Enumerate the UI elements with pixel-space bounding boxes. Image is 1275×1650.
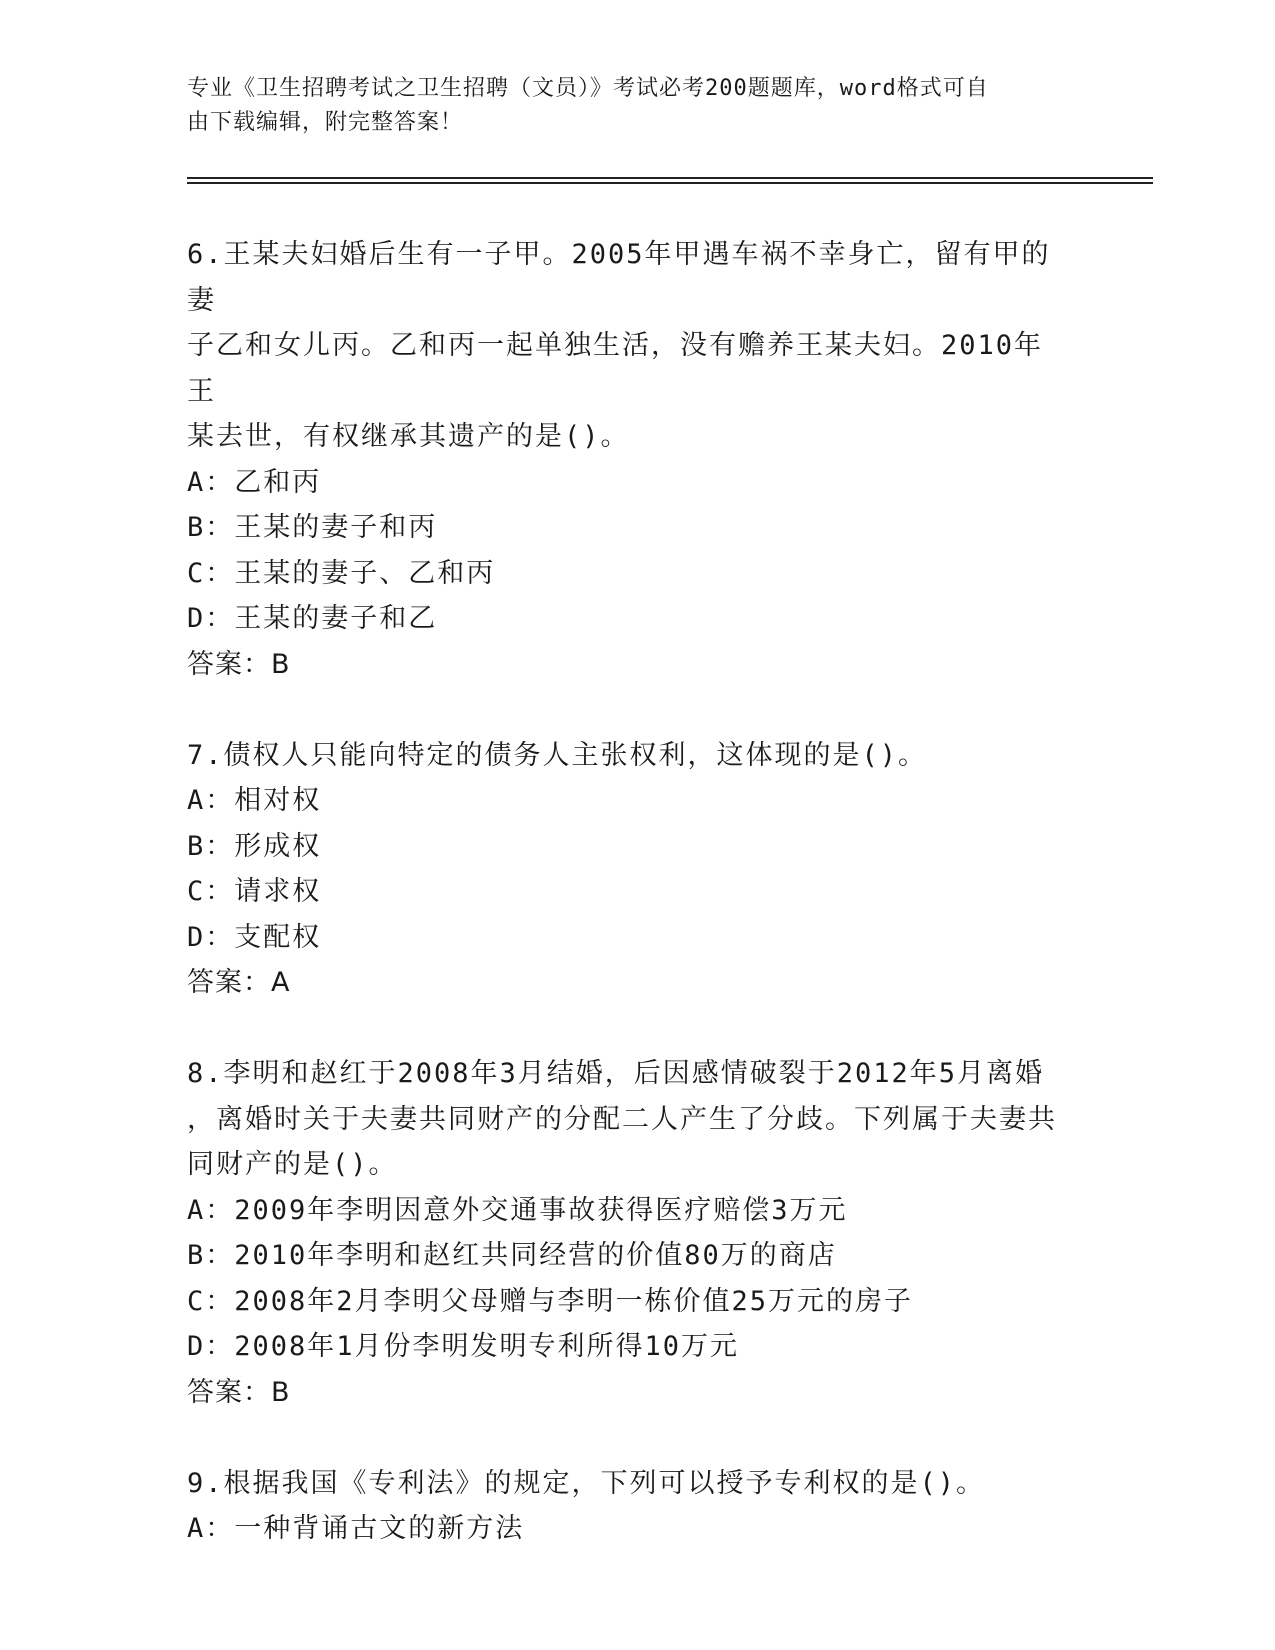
- option-a: A：2009年李明因意外交通事故获得医疗赔偿3万元: [187, 1194, 848, 1226]
- question-list: [187, 232, 1067, 1597]
- option-b: B：王某的妻子和丙: [187, 512, 438, 543]
- question-8: [187, 1051, 1067, 1415]
- header-line: 专业《卫生招聘考试之卫生招聘（文员）》考试必考200题题库，word格式可自: [187, 76, 989, 101]
- answer: 答案：A: [187, 967, 291, 998]
- option-c: C：请求权: [187, 876, 322, 907]
- question-9: [187, 1461, 1067, 1552]
- option-c: C：王某的妻子、乙和丙: [187, 557, 496, 589]
- question-stem: 9.根据我国《专利法》的规定，下列可以授予专利权的是()。: [187, 1467, 986, 1499]
- question-stem: 子乙和女儿丙。乙和丙一起单独生活，没有赡养王某夫妇。2010年王: [187, 330, 1044, 407]
- question-6: [187, 232, 1067, 687]
- question-7: [187, 733, 1067, 1006]
- option-b: B：2010年李明和赵红共同经营的价值80万的商店: [187, 1240, 837, 1271]
- option-a: A：乙和丙: [187, 466, 322, 498]
- option-c: C：2008年2月李明父母赠与李明一栋价值25万元的房子: [187, 1285, 914, 1317]
- question-stem: ，离婚时关于夫妻共同财产的分配二人产生了分歧。下列属于夫妻共: [187, 1103, 1057, 1135]
- question-stem: 某去世，有权继承其遗产的是()。: [187, 421, 630, 452]
- question-stem: 7.债权人只能向特定的债务人主张权利，这体现的是()。: [187, 739, 928, 771]
- option-d: D：王某的妻子和乙: [187, 603, 438, 634]
- question-stem: 同财产的是()。: [187, 1149, 398, 1180]
- option-d: D：支配权: [187, 921, 322, 953]
- header-divider: [187, 177, 1153, 179]
- question-stem: 6.王某夫妇婚后生有一子甲。2005年甲遇车祸不幸身亡，留有甲的妻: [187, 239, 1051, 316]
- header-divider: [187, 182, 1153, 184]
- document-header: [187, 72, 1067, 140]
- header-line: 由下载编辑，附完整答案！: [187, 110, 464, 135]
- option-a: A：相对权: [187, 785, 322, 816]
- option-d: D：2008年1月份李明发明专利所得10万元: [187, 1331, 740, 1362]
- answer: 答案：B: [187, 648, 291, 680]
- question-stem: 8.李明和赵红于2008年3月结婚，后因感情破裂于2012年5月离婚: [187, 1058, 1045, 1089]
- option-b: B：形成权: [187, 830, 322, 862]
- option-a: A：一种背诵古文的新方法: [187, 1513, 525, 1544]
- answer: 答案：B: [187, 1376, 291, 1408]
